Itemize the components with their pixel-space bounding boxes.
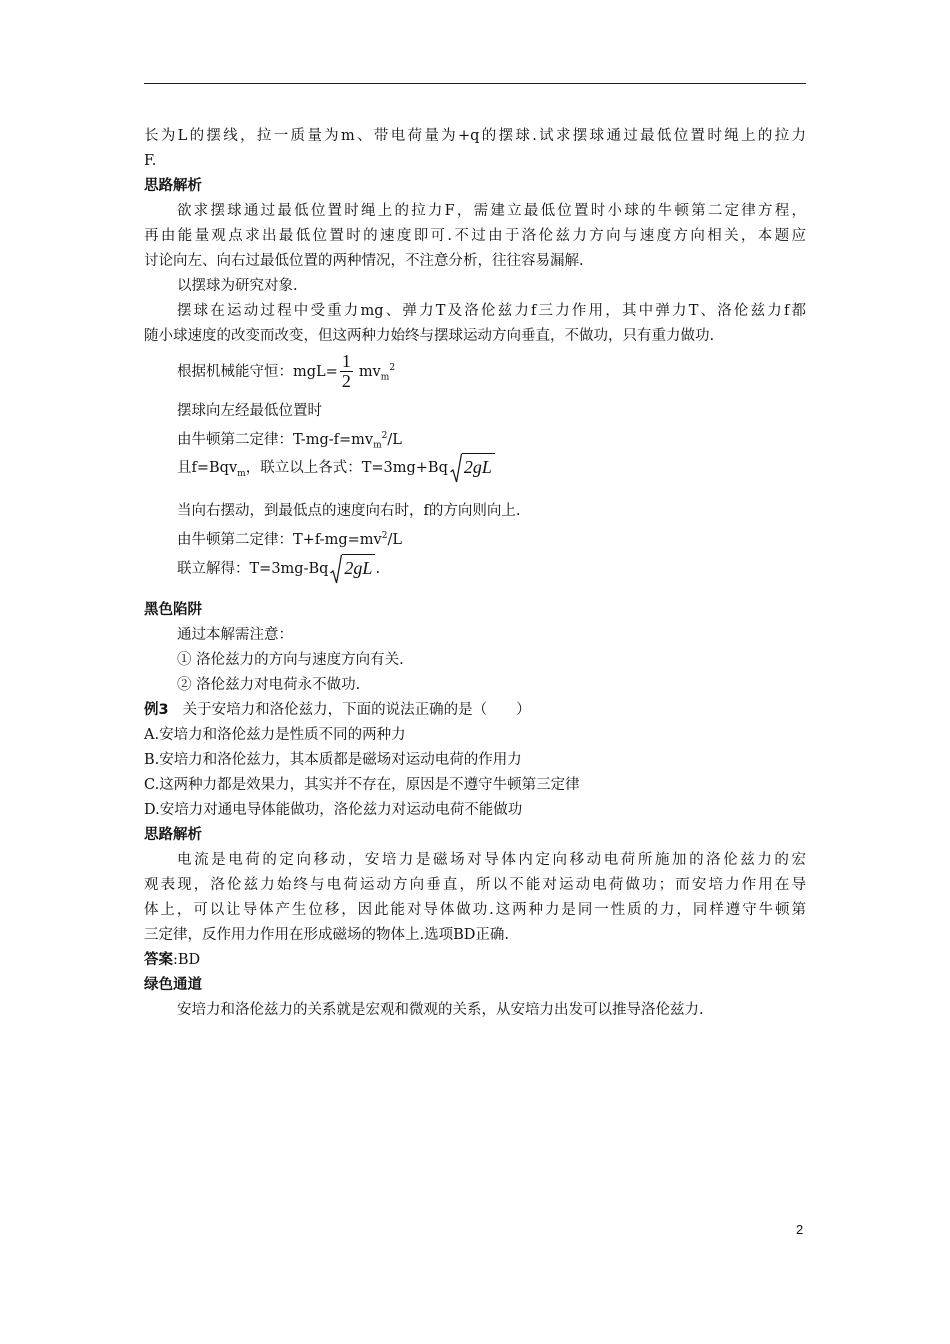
example-3-question xyxy=(144,701,531,719)
equation-tension-right xyxy=(177,553,380,585)
section-heading-green-channel: 绿色通道 xyxy=(144,977,202,993)
answer-value: :BD xyxy=(173,952,201,968)
square-root xyxy=(330,554,375,584)
option-b: B.安培力和洛伦兹力，其本质都是磁场对运动电荷的作用力 xyxy=(144,752,522,768)
analysis-line-5: 摆球在运动过程中受重力mg、弹力T及洛伦兹力f三力作用，其中弹力T、洛伦兹力f都 xyxy=(177,303,806,319)
equation-energy xyxy=(177,348,395,398)
equation-newton-right xyxy=(177,527,402,549)
analysis-2-line-1: 电流是电荷的定向移动，安培力是磁场对导体内定向移动电荷所施加的洛伦兹力的宏 xyxy=(177,852,806,868)
equation-tension-right-prefix: 联立解得：T=3mg-Bq xyxy=(177,561,329,577)
section-heading-analysis-2: 思路解析 xyxy=(144,827,202,843)
option-d: D.安培力对通电导体能做功，洛伦兹力对运动电荷不能做功 xyxy=(144,802,523,818)
problem-text-line-1: 长为L的摆线，拉一质量为m、带电荷量为+q的摆球.试求摆球通过最低位置时绳上的拉力 xyxy=(144,128,806,144)
equation-newton-right-suffix: /L xyxy=(387,531,402,548)
fraction-one-half xyxy=(340,352,353,391)
subscript-m: m xyxy=(373,440,382,451)
analysis-line-4: 以摆球为研究对象. xyxy=(177,278,298,294)
equation-newton-left-prefix: 由牛顿第二定律：T-mg-f=mv xyxy=(177,431,374,448)
equation-newton-left xyxy=(177,427,402,455)
analysis-line-8: 当向右摆动，到最低点的速度向右时，f的方向则向上. xyxy=(177,503,521,519)
example-label: 例3 xyxy=(144,702,169,718)
option-a: A.安培力和洛伦兹力是性质不同的两种力 xyxy=(144,727,406,743)
superscript-2: 2 xyxy=(389,363,396,373)
header-rule xyxy=(144,83,806,84)
example-question-text: 关于安培力和洛伦兹力，下面的说法正确的是（ ） xyxy=(182,702,531,718)
pitfall-line-3: ② 洛伦兹力对电荷永不做功. xyxy=(177,677,361,693)
fraction-numerator: 1 xyxy=(341,351,351,372)
equation-tension-right-suffix: . xyxy=(375,561,381,577)
analysis-line-2: 再由能量观点求出最低位置时的速度即可.不过由于洛伦兹力方向与速度方向相关，本题应 xyxy=(144,228,806,244)
analysis-line-6: 随小球速度的改变而改变，但这两种力始终与摆球运动方向垂直，不做功，只有重力做功. xyxy=(144,328,715,344)
analysis-line-7: 摆球向左经最低位置时 xyxy=(177,403,322,419)
radicand: 2gL xyxy=(462,453,495,483)
page-number: 2 xyxy=(796,1222,804,1237)
equation-tension-left-prefix: 且f=Bqv xyxy=(177,460,238,476)
fraction-denominator: 2 xyxy=(341,371,351,392)
analysis-line-1: 欲求摆球通过最低位置时绳上的拉力F，需建立最低位置时小球的牛顿第二定律方程， xyxy=(177,203,806,219)
equation-tension-left xyxy=(177,452,495,490)
subscript-m: m xyxy=(380,372,390,383)
superscript-2: 2 xyxy=(381,431,388,441)
section-heading-analysis: 思路解析 xyxy=(144,178,202,194)
radical-sign-icon xyxy=(330,554,342,584)
equation-energy-mv: mv xyxy=(358,363,381,380)
pitfall-line-1: 通过本解需注意： xyxy=(177,627,293,643)
analysis-2-line-4: 三定律，反作用力作用在形成磁场的物体上.选项BD正确. xyxy=(144,927,509,943)
answer-line xyxy=(144,951,200,969)
equation-energy-prefix: 根据机械能守恒：mgL= xyxy=(177,363,338,380)
superscript-2: 2 xyxy=(381,531,388,541)
radicand: 2gL xyxy=(342,554,375,584)
answer-label: 答案 xyxy=(144,952,173,968)
analysis-line-3: 讨论向左、向右过最低位置的两种情况，不注意分析，往往容易漏解. xyxy=(144,253,584,269)
radical-sign-icon xyxy=(450,453,462,483)
analysis-2-line-2: 观表现，洛伦兹力始终与电荷运动方向垂直，所以不能对运动电荷做功；而安培力作用在导 xyxy=(144,877,806,893)
equation-tension-left-middle: ，联立以上各式：T=3mg+Bq xyxy=(245,460,448,476)
equation-newton-left-suffix: /L xyxy=(387,431,402,448)
equation-newton-right-prefix: 由牛顿第二定律：T+f-mg=mv xyxy=(177,531,382,548)
option-c: C.这两种力都是效果力，其实并不存在，原因是不遵守牛顿第三定律 xyxy=(144,777,580,793)
subscript-m: m xyxy=(237,468,246,479)
square-root xyxy=(450,453,495,483)
problem-text-line-2: F. xyxy=(144,153,157,169)
pitfall-line-2: ① 洛伦兹力的方向与速度方向有关. xyxy=(177,652,404,668)
section-heading-pitfall: 黑色陷阱 xyxy=(144,602,202,618)
green-channel-line-1: 安培力和洛伦兹力的关系就是宏观和微观的关系，从安培力出发可以推导洛伦兹力. xyxy=(177,1002,704,1018)
analysis-2-line-3: 体上，可以让导体产生位移，因此能对导体做功.这两种力是同一性质的力，同样遵守牛顿第 xyxy=(144,902,806,918)
